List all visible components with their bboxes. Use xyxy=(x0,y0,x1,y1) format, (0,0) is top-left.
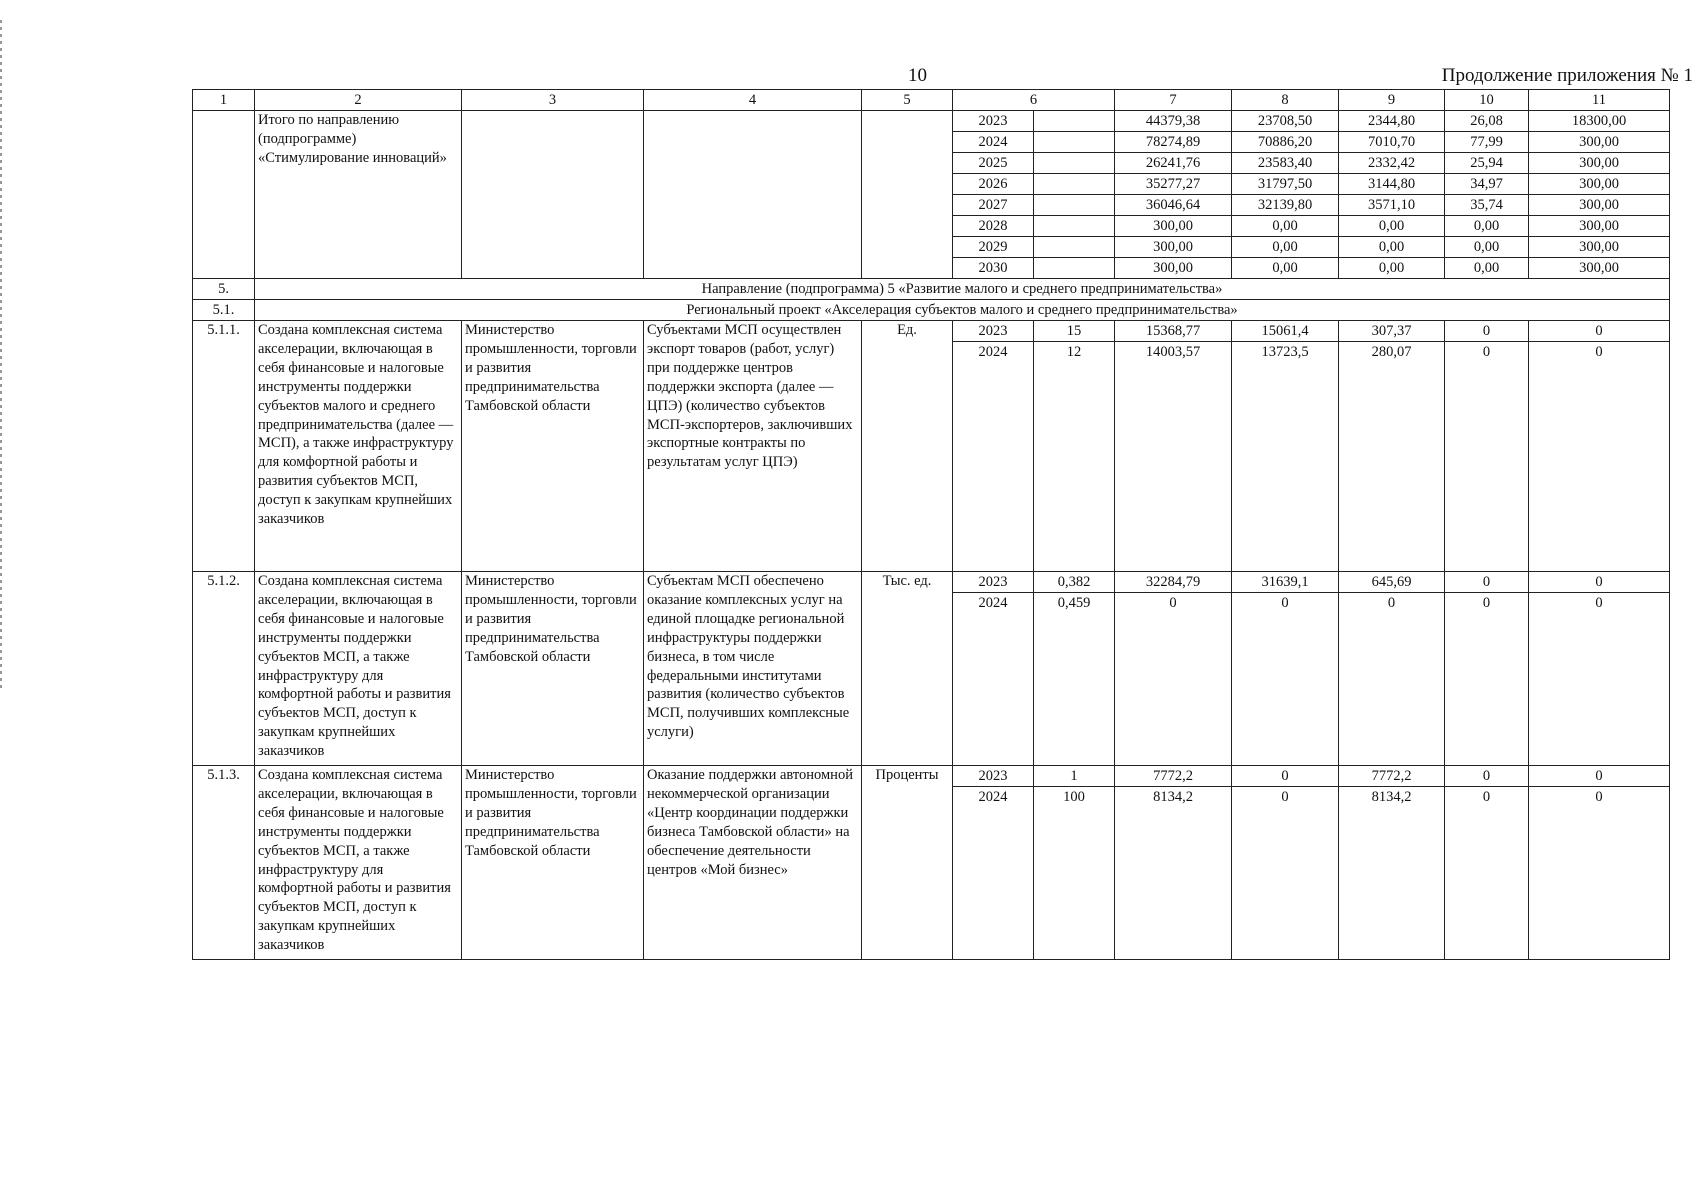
column-number-row xyxy=(193,90,1670,111)
value-col6 xyxy=(1034,153,1115,174)
value-col9: 645,69 xyxy=(1339,572,1445,593)
continuation-title: Продолжение приложения № 1 xyxy=(1441,65,1693,86)
year: 2026 xyxy=(953,174,1034,195)
value-col9: 0 xyxy=(1339,593,1445,766)
value-col6 xyxy=(1034,195,1115,216)
item-indicator: Субъектами МСП осуществлен экспорт товаров (работ, услуг) при поддержке центров поддержки экспорта (далее — ЦПЭ) (количество субъектов МСП-экспортеров, заключивших экспортные контракты по результатам услуг ЦПЭ) xyxy=(644,321,862,572)
value-col8: 31797,50 xyxy=(1232,174,1339,195)
value-col7: 15368,77 xyxy=(1115,321,1232,342)
year: 2023 xyxy=(953,766,1034,787)
value-col6 xyxy=(1034,258,1115,279)
total-label: Итого по направлению (подпрограмме) «Стимулирование инноваций» xyxy=(255,111,462,279)
year: 2024 xyxy=(953,787,1034,960)
value-col8: 23708,50 xyxy=(1232,111,1339,132)
value-col8: 23583,40 xyxy=(1232,153,1339,174)
total-row xyxy=(193,111,1670,132)
year: 2024 xyxy=(953,593,1034,766)
item-code: 5.1.3. xyxy=(193,766,255,960)
value-col6 xyxy=(1034,237,1115,258)
item-executor: Министерство промышленности, торговли и развития предпринимательства Тамбовской области xyxy=(462,766,644,960)
value-col9: 280,07 xyxy=(1339,342,1445,572)
value-col9: 3571,10 xyxy=(1339,195,1445,216)
value-col11: 0 xyxy=(1529,593,1670,766)
section-5-title: Направление (подпрограмма) 5 «Развитие малого и среднего предпринимательства» xyxy=(255,279,1670,300)
value-col10: 34,97 xyxy=(1445,174,1529,195)
year: 2023 xyxy=(953,321,1034,342)
value-col8: 0 xyxy=(1232,787,1339,960)
value-col6: 100 xyxy=(1034,787,1115,960)
item-code: 5.1.1. xyxy=(193,321,255,572)
value-col10: 0,00 xyxy=(1445,258,1529,279)
year: 2030 xyxy=(953,258,1034,279)
value-col9: 0,00 xyxy=(1339,237,1445,258)
value-col9: 2344,80 xyxy=(1339,111,1445,132)
value-col8: 31639,1 xyxy=(1232,572,1339,593)
value-col11: 300,00 xyxy=(1529,258,1670,279)
item-indicator: Оказание поддержки автономной некоммерческой организации «Центр координации поддержки бизнеса Тамбовской области» на обеспечение деятельности центров «Мой бизнес» xyxy=(644,766,862,960)
value-col8: 0,00 xyxy=(1232,237,1339,258)
value-col10: 0 xyxy=(1445,572,1529,593)
value-col11: 300,00 xyxy=(1529,237,1670,258)
section-5-1-code: 5.1. xyxy=(193,300,255,321)
value-col7: 78274,89 xyxy=(1115,132,1232,153)
item-unit: Проценты xyxy=(862,766,953,960)
value-col9: 8134,2 xyxy=(1339,787,1445,960)
item-unit: Тыс. ед. xyxy=(862,572,953,766)
section-5-1-title: Региональный проект «Акселерация субъектов малого и среднего предпринимательства» xyxy=(255,300,1670,321)
program-table xyxy=(192,89,1670,960)
col-header-11: 11 xyxy=(1529,90,1670,111)
value-col6: 12 xyxy=(1034,342,1115,572)
value-col6: 1 xyxy=(1034,766,1115,787)
value-col9: 0,00 xyxy=(1339,216,1445,237)
col-header-5: 5 xyxy=(862,90,953,111)
value-col9: 2332,42 xyxy=(1339,153,1445,174)
col-header-8: 8 xyxy=(1232,90,1339,111)
value-col11: 300,00 xyxy=(1529,132,1670,153)
value-col10: 0 xyxy=(1445,593,1529,766)
value-col10: 0 xyxy=(1445,321,1529,342)
value-col7: 44379,38 xyxy=(1115,111,1232,132)
value-col7: 32284,79 xyxy=(1115,572,1232,593)
scan-margin-line xyxy=(0,20,2,690)
value-col11: 0 xyxy=(1529,572,1670,593)
value-col10: 0 xyxy=(1445,342,1529,572)
section-5-row xyxy=(193,279,1670,300)
item-unit: Ед. xyxy=(862,321,953,572)
value-col11: 300,00 xyxy=(1529,195,1670,216)
item-executor: Министерство промышленности, торговли и развития предпринимательства Тамбовской области xyxy=(462,572,644,766)
value-col7: 300,00 xyxy=(1115,216,1232,237)
col-header-1: 1 xyxy=(193,90,255,111)
value-col9: 7772,2 xyxy=(1339,766,1445,787)
value-col10: 25,94 xyxy=(1445,153,1529,174)
value-col7: 300,00 xyxy=(1115,237,1232,258)
year: 2024 xyxy=(953,132,1034,153)
value-col11: 300,00 xyxy=(1529,153,1670,174)
value-col10: 0 xyxy=(1445,787,1529,960)
item-row xyxy=(193,766,1670,787)
value-col9: 0,00 xyxy=(1339,258,1445,279)
item-row xyxy=(193,321,1670,342)
section-5-1-row xyxy=(193,300,1670,321)
item-row xyxy=(193,572,1670,593)
value-col11: 0 xyxy=(1529,321,1670,342)
value-col6: 0,459 xyxy=(1034,593,1115,766)
value-col7: 14003,57 xyxy=(1115,342,1232,572)
year: 2024 xyxy=(953,342,1034,572)
year: 2023 xyxy=(953,111,1034,132)
value-col10: 77,99 xyxy=(1445,132,1529,153)
value-col7: 300,00 xyxy=(1115,258,1232,279)
value-col9: 3144,80 xyxy=(1339,174,1445,195)
value-col8: 32139,80 xyxy=(1232,195,1339,216)
value-col6 xyxy=(1034,216,1115,237)
col-header-2: 2 xyxy=(255,90,462,111)
value-col8: 0 xyxy=(1232,766,1339,787)
value-col11: 300,00 xyxy=(1529,216,1670,237)
value-col10: 0,00 xyxy=(1445,216,1529,237)
value-col7: 8134,2 xyxy=(1115,787,1232,960)
total-indicator-cell xyxy=(644,111,862,279)
value-col10: 35,74 xyxy=(1445,195,1529,216)
value-col10: 26,08 xyxy=(1445,111,1529,132)
value-col8: 13723,5 xyxy=(1232,342,1339,572)
value-col8: 0 xyxy=(1232,593,1339,766)
value-col8: 15061,4 xyxy=(1232,321,1339,342)
year: 2029 xyxy=(953,237,1034,258)
value-col11: 18300,00 xyxy=(1529,111,1670,132)
value-col6: 0,382 xyxy=(1034,572,1115,593)
total-executor-cell xyxy=(462,111,644,279)
value-col6: 15 xyxy=(1034,321,1115,342)
item-task: Создана комплексная система акселерации, включающая в себя финансовые и налоговые инструменты поддержки субъектов малого и среднего предпринимательства (далее — МСП), а также инфраструктуру для комфортной работы и развития субъектов МСП, доступ к закупкам крупнейших заказчиков xyxy=(255,321,462,572)
item-indicator: Субъектам МСП обеспечено оказание комплексных услуг на единой площадке региональной инфраструктуры поддержки бизнеса, в том числе федеральными институтами развития (количество субъектов МСП, получивших комплексные услуги) xyxy=(644,572,862,766)
year: 2027 xyxy=(953,195,1034,216)
item-code: 5.1.2. xyxy=(193,572,255,766)
col-header-10: 10 xyxy=(1445,90,1529,111)
value-col7: 0 xyxy=(1115,593,1232,766)
value-col6 xyxy=(1034,174,1115,195)
value-col8: 0,00 xyxy=(1232,258,1339,279)
page-number: 10 xyxy=(908,65,927,86)
value-col6 xyxy=(1034,111,1115,132)
item-task: Создана комплексная система акселерации, включающая в себя финансовые и налоговые инструменты поддержки субъектов МСП, а также инфраструктуру для комфортной работы и развития субъектов МСП, доступ к закупкам крупнейших заказчиков xyxy=(255,766,462,960)
col-header-6: 6 xyxy=(953,90,1115,111)
value-col11: 0 xyxy=(1529,787,1670,960)
value-col7: 26241,76 xyxy=(1115,153,1232,174)
value-col11: 0 xyxy=(1529,766,1670,787)
value-col8: 0,00 xyxy=(1232,216,1339,237)
col-header-4: 4 xyxy=(644,90,862,111)
section-5-code: 5. xyxy=(193,279,255,300)
value-col7: 35277,27 xyxy=(1115,174,1232,195)
value-col11: 0 xyxy=(1529,342,1670,572)
value-col7: 36046,64 xyxy=(1115,195,1232,216)
year: 2025 xyxy=(953,153,1034,174)
value-col9: 7010,70 xyxy=(1339,132,1445,153)
value-col6 xyxy=(1034,132,1115,153)
value-col10: 0,00 xyxy=(1445,237,1529,258)
value-col10: 0 xyxy=(1445,766,1529,787)
total-code-cell xyxy=(193,111,255,279)
col-header-9: 9 xyxy=(1339,90,1445,111)
value-col8: 70886,20 xyxy=(1232,132,1339,153)
year: 2028 xyxy=(953,216,1034,237)
col-header-7: 7 xyxy=(1115,90,1232,111)
value-col7: 7772,2 xyxy=(1115,766,1232,787)
col-header-3: 3 xyxy=(462,90,644,111)
item-executor: Министерство промышленности, торговли и развития предпринимательства Тамбовской области xyxy=(462,321,644,572)
year: 2023 xyxy=(953,572,1034,593)
total-unit-cell xyxy=(862,111,953,279)
value-col11: 300,00 xyxy=(1529,174,1670,195)
item-task: Создана комплексная система акселерации, включающая в себя финансовые и налоговые инструменты поддержки субъектов МСП, а также инфраструктуру для комфортной работы и развития субъектов МСП, доступ к закупкам крупнейших заказчиков xyxy=(255,572,462,766)
value-col9: 307,37 xyxy=(1339,321,1445,342)
